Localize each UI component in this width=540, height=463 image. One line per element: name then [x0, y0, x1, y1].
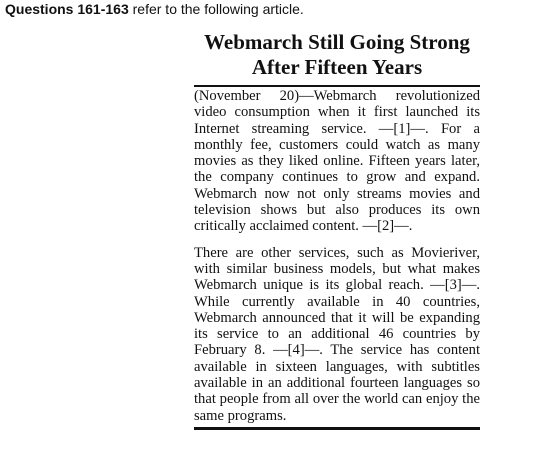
article-paragraph-2: There are other services, such as Movieriver, with similar business models, but what makes Webmarch unique is its global reach. —[3]—. While currently available in 40 countries, Webmarch announced that it will be expanding its service to an additional 46 countries by February 8. —[4]—. The service has content available in sixteen languages, with subtitles available in an additional fourteen languages so that people from all over the world can enjoy the same programs.	[194, 244, 480, 424]
question-range: Questions 161-163	[5, 1, 129, 17]
article-bottom-rule	[194, 427, 480, 430]
article	[194, 30, 480, 430]
article-title	[194, 30, 480, 85]
article-title-line-2: After Fifteen Years	[251, 55, 423, 79]
title-divider	[194, 85, 480, 87]
question-instruction: refer to the following article.	[128, 1, 304, 17]
article-title-line-1: Webmarch Still Going Strong	[204, 30, 470, 54]
article-paragraph-1: (November 20)—Webmarch revolutionized video consumption when it first launched its Internet streaming service. —[1]—. For a monthly fee, customers could watch as many movies as they liked online. Fifteen years later, the company continues to grow and expand. Webmarch now not only streams movies and television shows but also produces its own critically acclaimed content. —[2]—.	[194, 88, 480, 235]
question-header	[5, 1, 304, 17]
